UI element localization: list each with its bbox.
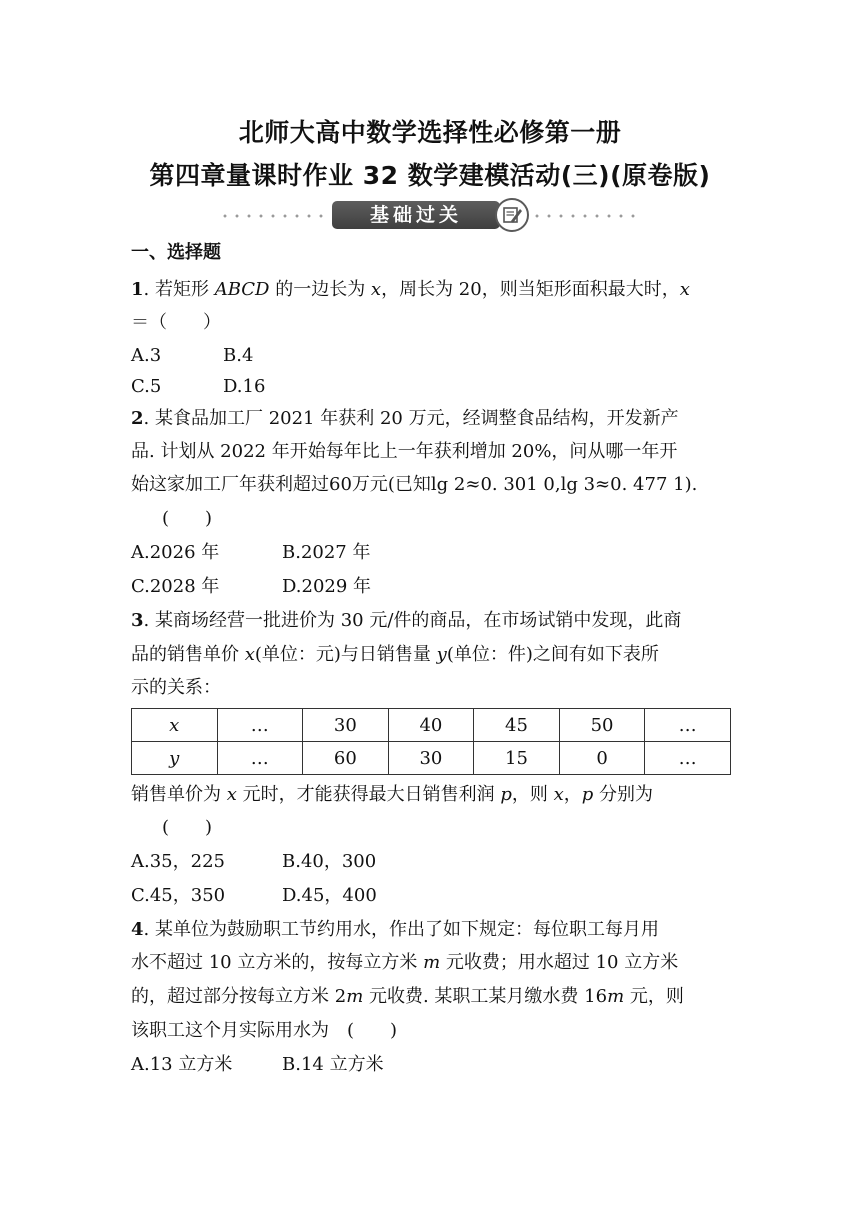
q1-var-x2: x bbox=[679, 279, 690, 300]
q4-options-row-1 bbox=[131, 1053, 741, 1077]
banner-label: 基础过关 bbox=[332, 201, 500, 229]
pencil-note-icon bbox=[495, 198, 529, 232]
q1-var-abcd: ABCD bbox=[214, 279, 270, 300]
q3-line-2 bbox=[131, 643, 741, 667]
q4-text-3a: 的，超过部分按每立方米 2 bbox=[131, 986, 347, 1007]
q1-option-b[interactable]: B.4 bbox=[223, 345, 254, 366]
table-cell: … bbox=[217, 742, 303, 775]
q3-text-2c: (单位：件)之间有如下表所 bbox=[446, 644, 659, 665]
table-row bbox=[132, 742, 731, 775]
q2-line-2: 品. 计划从 2022 年开始每年比上一年获利增加 20%，问从哪一年开 bbox=[131, 441, 678, 462]
table-cell: … bbox=[645, 709, 731, 742]
q1-text-a: . 若矩形 bbox=[143, 279, 215, 300]
q4-option-a[interactable]: A.13 立方米 bbox=[131, 1054, 233, 1075]
table-cell: 30 bbox=[303, 709, 389, 742]
table-cell: 15 bbox=[474, 742, 560, 775]
q3-line-4 bbox=[131, 783, 741, 807]
q3-text-4c: ，则 bbox=[511, 784, 554, 805]
q3-number: 3 bbox=[131, 610, 144, 631]
table-row bbox=[132, 709, 731, 742]
table-cell: 45 bbox=[474, 709, 560, 742]
q3-price-sales-table bbox=[131, 708, 731, 775]
q3-var-p-2: p bbox=[581, 784, 594, 805]
q4-text-1: . 某单位为鼓励职工节约用水，作出了如下规定：每位职工每月用 bbox=[143, 919, 659, 940]
q2-options-row-1 bbox=[131, 541, 741, 565]
q3-var-y: y bbox=[436, 644, 447, 665]
q3-var-x-2: x bbox=[226, 784, 237, 805]
q1-option-d[interactable]: D.16 bbox=[223, 376, 266, 397]
q4-text-2b: 元收费；用水超过 10 立方米 bbox=[440, 952, 679, 973]
q4-line-4: 该职工这个月实际用水为 ( ) bbox=[131, 1020, 398, 1041]
section-heading: 一、选择题 bbox=[131, 242, 221, 263]
q2-line-3: 始这家加工厂年获利超过60万元(已知lg 2≈0. 301 0,lg 3≈0. 477 1). bbox=[131, 474, 698, 495]
q1-text-c: ，周长为 20，则当矩形面积最大时， bbox=[381, 279, 680, 300]
q4-text-2a: 水不超过 10 立方米的，按每立方米 bbox=[131, 952, 424, 973]
q4-line-1 bbox=[131, 918, 741, 942]
q3-option-c[interactable]: C.45，350 bbox=[131, 885, 226, 906]
q2-option-b[interactable]: B.2027 年 bbox=[282, 542, 371, 563]
q3-option-d[interactable]: D.45，400 bbox=[282, 885, 377, 906]
q4-number: 4 bbox=[131, 919, 144, 940]
q4-var-m-3: m bbox=[607, 986, 625, 1007]
q3-var-x: x bbox=[244, 644, 255, 665]
q4-text-3b: 元收费. 某职工某月缴水费 16 bbox=[363, 986, 608, 1007]
q3-options-row-2 bbox=[131, 884, 741, 908]
q3-text-1: . 某商场经营一批进价为 30 元/件的商品，在市场试销中发现，此商 bbox=[143, 610, 682, 631]
title-line-2: 第四章量课时作业 32 数学建模活动(三)(原卷版) bbox=[149, 161, 711, 190]
q1-text-b: 的一边长为 bbox=[269, 279, 371, 300]
q2-options-row-2 bbox=[131, 575, 741, 599]
q3-text-4b: 元时，才能获得最大日销售利润 bbox=[236, 784, 501, 805]
table-cell: … bbox=[645, 742, 731, 775]
q1-option-c[interactable]: C.5 bbox=[131, 376, 162, 397]
q1-option-a[interactable]: A.3 bbox=[131, 345, 162, 366]
table-cell: … bbox=[217, 709, 303, 742]
q2-number: 2 bbox=[131, 408, 144, 429]
table-cell: 30 bbox=[388, 742, 474, 775]
q2-line-1 bbox=[131, 407, 741, 431]
q3-var-x-3: x bbox=[553, 784, 564, 805]
q2-option-d[interactable]: D.2029 年 bbox=[282, 576, 372, 597]
banner-dots-left bbox=[219, 212, 329, 220]
q2-option-a[interactable]: A.2026 年 bbox=[131, 542, 220, 563]
q3-text-4e: 分别为 bbox=[593, 784, 654, 805]
q3-line-1 bbox=[131, 609, 741, 633]
table-cell: x bbox=[132, 709, 218, 742]
q1-line-2: ＝（ ） bbox=[131, 312, 221, 333]
q2-answer-bracket: ( ) bbox=[162, 508, 213, 529]
q4-var-m-2: m bbox=[346, 986, 364, 1007]
table-cell: 40 bbox=[388, 709, 474, 742]
table-cell: 0 bbox=[559, 742, 645, 775]
q4-line-3 bbox=[131, 985, 741, 1009]
table-cell: y bbox=[132, 742, 218, 775]
q4-option-b[interactable]: B.14 立方米 bbox=[282, 1054, 384, 1075]
q3-text-4a: 销售单价为 bbox=[131, 784, 227, 805]
q1-options-row-1 bbox=[131, 344, 741, 368]
table-cell: 60 bbox=[303, 742, 389, 775]
q3-option-a[interactable]: A.35，225 bbox=[131, 851, 225, 872]
q3-text-4d: ， bbox=[563, 784, 582, 805]
q3-text-2a: 品的销售单价 bbox=[131, 644, 245, 665]
section-banner bbox=[215, 198, 645, 232]
q4-line-2 bbox=[131, 951, 741, 975]
q1-line-1 bbox=[131, 278, 741, 302]
q1-options-row-2 bbox=[131, 375, 741, 399]
q3-var-p: p bbox=[500, 784, 512, 805]
q3-text-2b: (单位：元)与日销售量 bbox=[254, 644, 437, 665]
q4-var-m: m bbox=[423, 952, 441, 973]
q3-answer-bracket: ( ) bbox=[162, 817, 213, 838]
q3-options-row-1 bbox=[131, 850, 741, 874]
banner-dots-right bbox=[531, 212, 641, 220]
q1-var-x: x bbox=[370, 279, 382, 300]
q3-line-3: 示的关系： bbox=[131, 677, 221, 698]
table-cell: 50 bbox=[559, 709, 645, 742]
title-line-1: 北师大高中数学选择性必修第一册 bbox=[238, 118, 622, 147]
q4-text-3c: 元，则 bbox=[624, 986, 684, 1007]
q3-option-b[interactable]: B.40，300 bbox=[282, 851, 377, 872]
q1-number: 1 bbox=[131, 279, 144, 300]
q2-option-c[interactable]: C.2028 年 bbox=[131, 576, 220, 597]
q2-text-1: . 某食品加工厂 2021 年获利 20 万元，经调整食品结构，开发新产 bbox=[143, 408, 679, 429]
